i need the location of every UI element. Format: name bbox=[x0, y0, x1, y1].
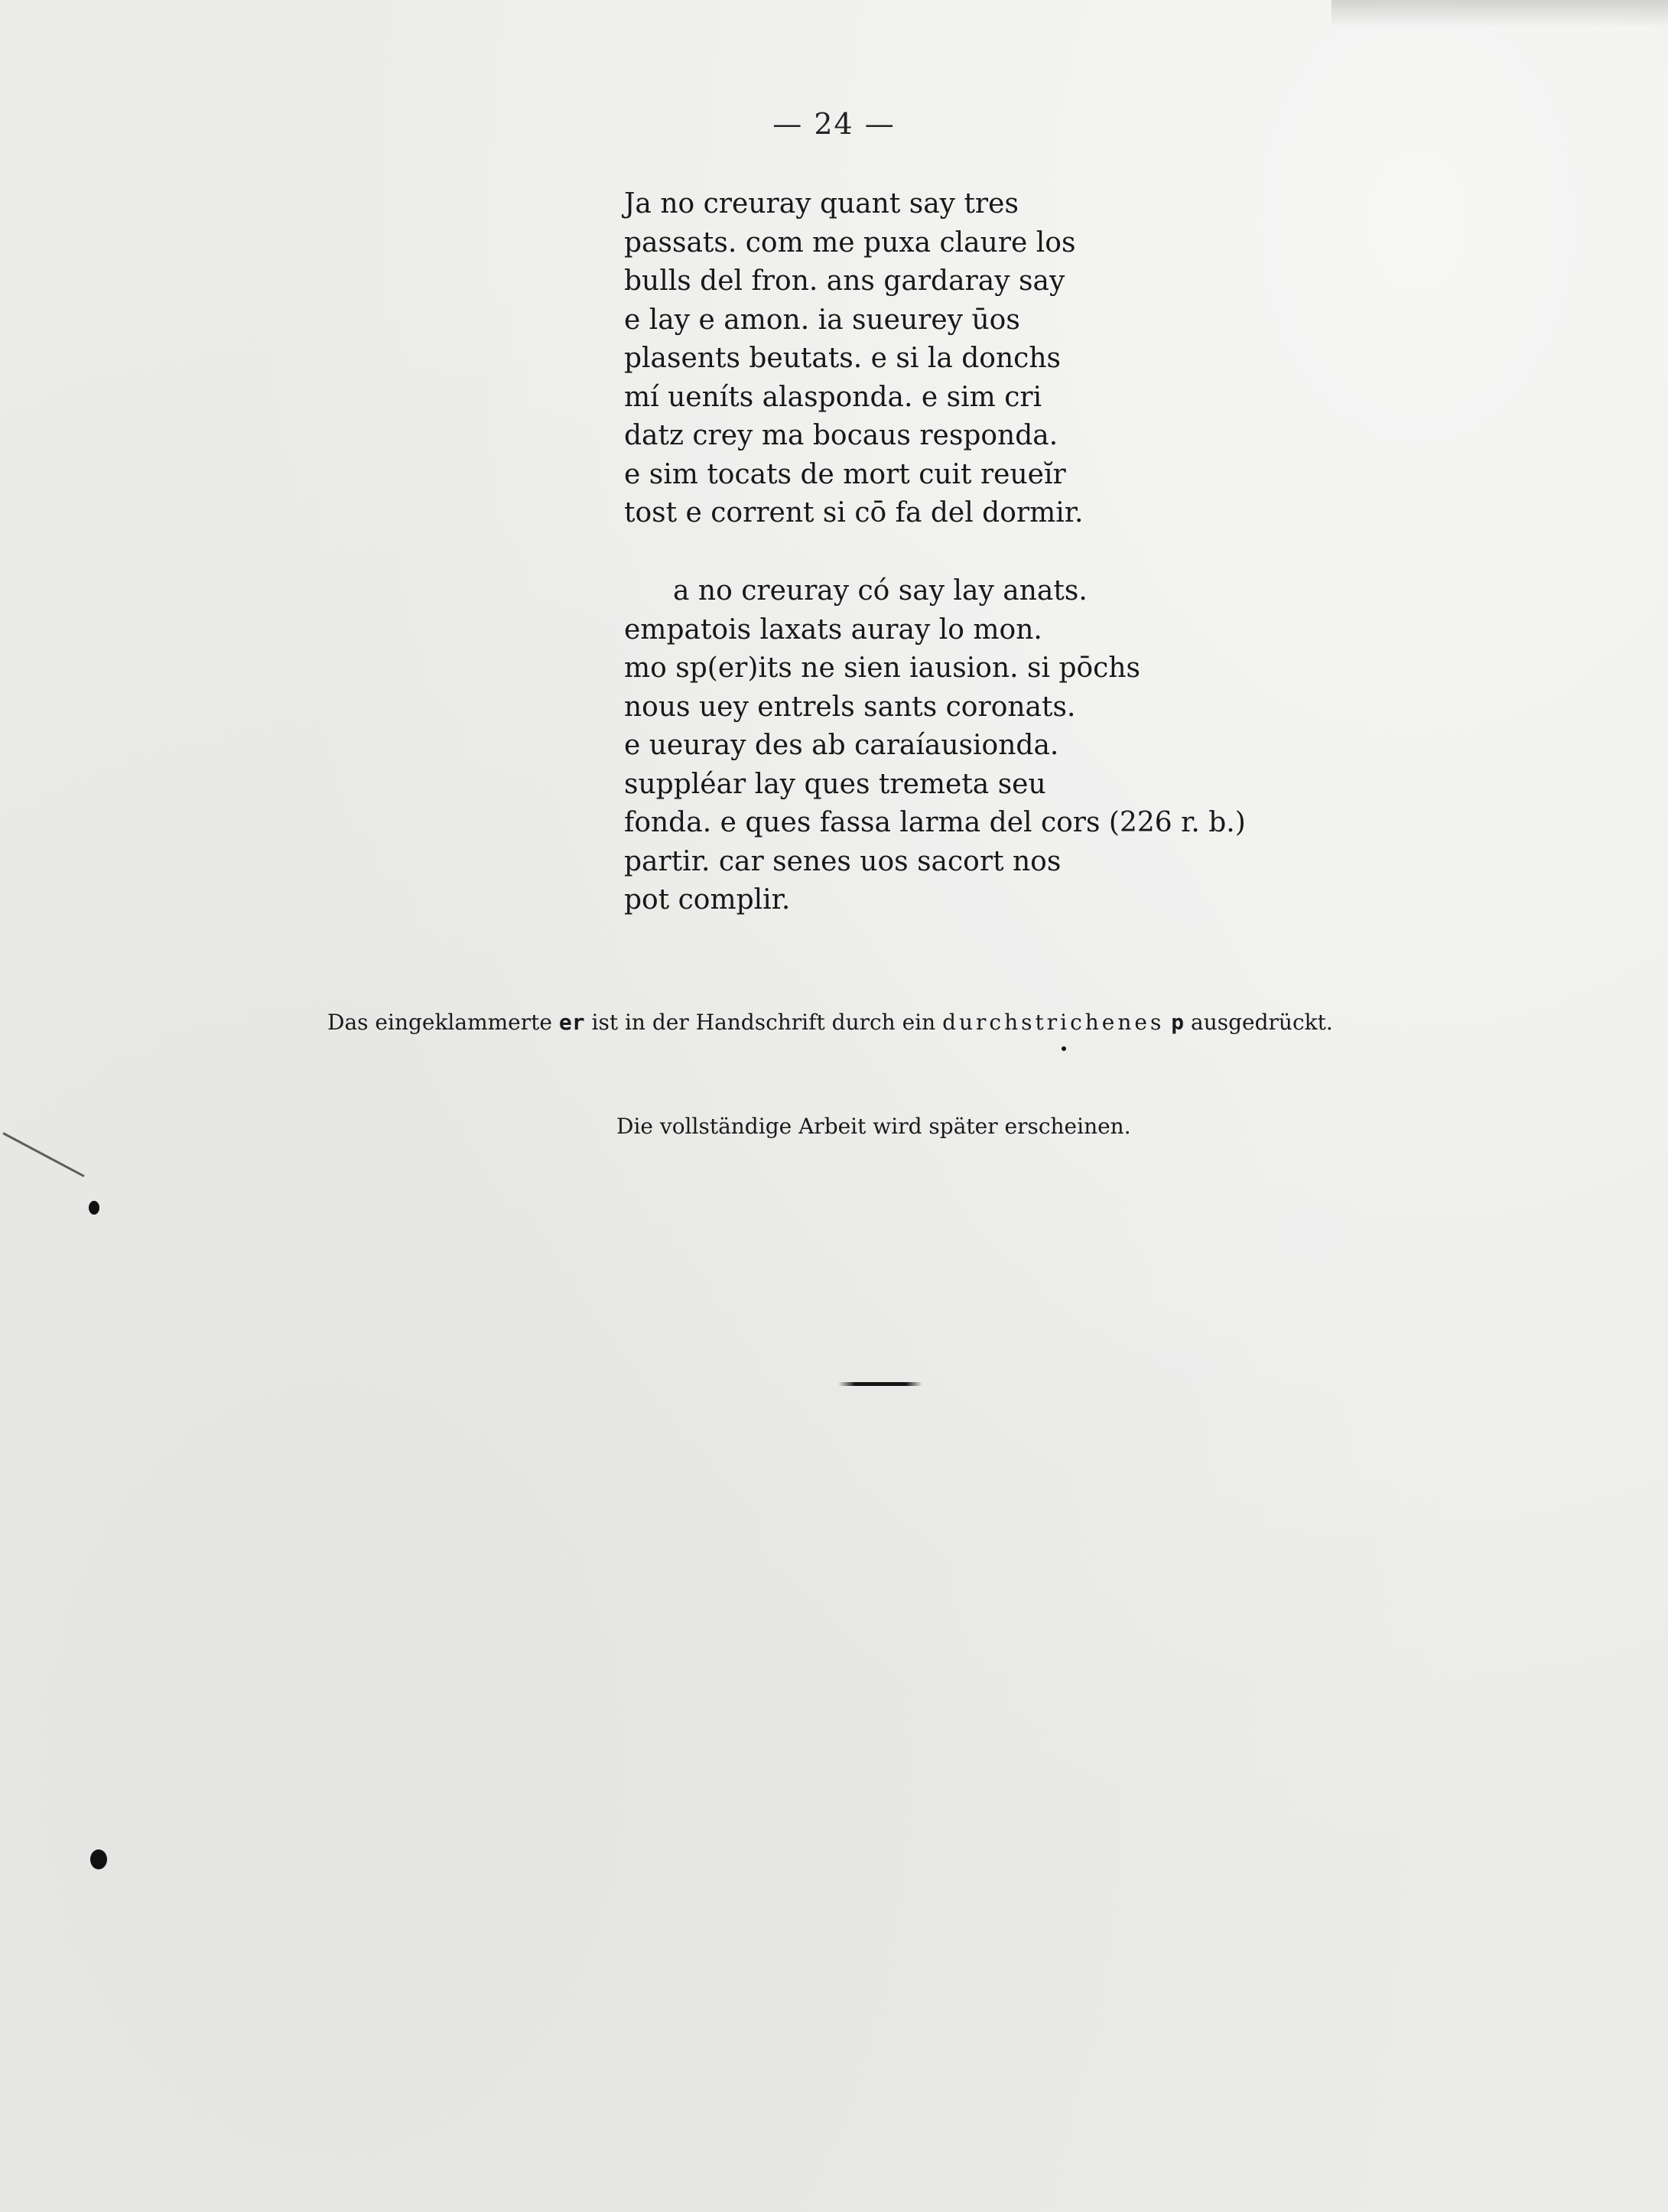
poem-line: pot complir. bbox=[624, 884, 791, 916]
poem-line: Ja no creuray quant say tres bbox=[624, 188, 1019, 220]
ink-speck bbox=[1062, 1046, 1066, 1051]
poem-line: suppléar lay ques tremeta seu bbox=[624, 768, 1046, 800]
footnote-suffix: ausgedrückt. bbox=[1191, 1010, 1333, 1035]
poem-line: e sim tocats de mort cuit reueĭr bbox=[624, 458, 1066, 490]
poem-stanza-1 bbox=[624, 185, 1083, 533]
poem-line: mo sp(er)its ne sien iausion. si pōchs bbox=[624, 652, 1140, 684]
footnote-middle: ist in der Handschrift durch ein bbox=[591, 1010, 936, 1035]
poem-line: nous uey entrels sants coronats. bbox=[624, 691, 1076, 723]
poem-line: tost e corrent si cō fa del dormir. bbox=[624, 497, 1084, 529]
poem-line: passats. com me puxa claure los bbox=[624, 226, 1076, 259]
ink-speck bbox=[90, 1849, 107, 1869]
page-number: — 24 — bbox=[772, 107, 896, 141]
decorative-rule bbox=[838, 1382, 922, 1386]
page-edge-shadow bbox=[1331, 0, 1668, 28]
footnote-bold-er: er bbox=[558, 1010, 585, 1035]
poem-line: plasents beutats. e si la donchs bbox=[624, 343, 1061, 374]
ink-speck bbox=[89, 1201, 99, 1215]
footnote bbox=[327, 1010, 1333, 1035]
poem-line: e lay e amon. ia sueurey ūos bbox=[624, 304, 1020, 336]
poem-line: partir. car senes uos sacort nos bbox=[624, 845, 1062, 877]
poem-line: fonda. e ques fassa larma del cors (226 r. b.) bbox=[624, 807, 1246, 838]
footnote-spaced-word: durchstrichenes bbox=[942, 1010, 1165, 1035]
footnote-prefix: Das eingeklammerte bbox=[327, 1010, 552, 1035]
poem-line: empatois laxats auray lo mon. bbox=[624, 613, 1042, 646]
poem-stanza-2 bbox=[624, 572, 1246, 920]
poem-line: datz crey ma bocaus responda. bbox=[624, 420, 1058, 451]
poem-line: e ueuray des ab caraíausionda. bbox=[624, 730, 1059, 761]
poem-line: bulls del fron. ans gardaray say bbox=[624, 265, 1065, 297]
poem-line: mí ueníts alasponda. e sim cri bbox=[624, 381, 1042, 413]
publication-note: Die vollständige Arbeit wird später erscheinen. bbox=[616, 1114, 1131, 1139]
footnote-bold-p: p bbox=[1171, 1010, 1185, 1035]
poem-line: a no creuray có say lay anats. bbox=[673, 575, 1088, 607]
